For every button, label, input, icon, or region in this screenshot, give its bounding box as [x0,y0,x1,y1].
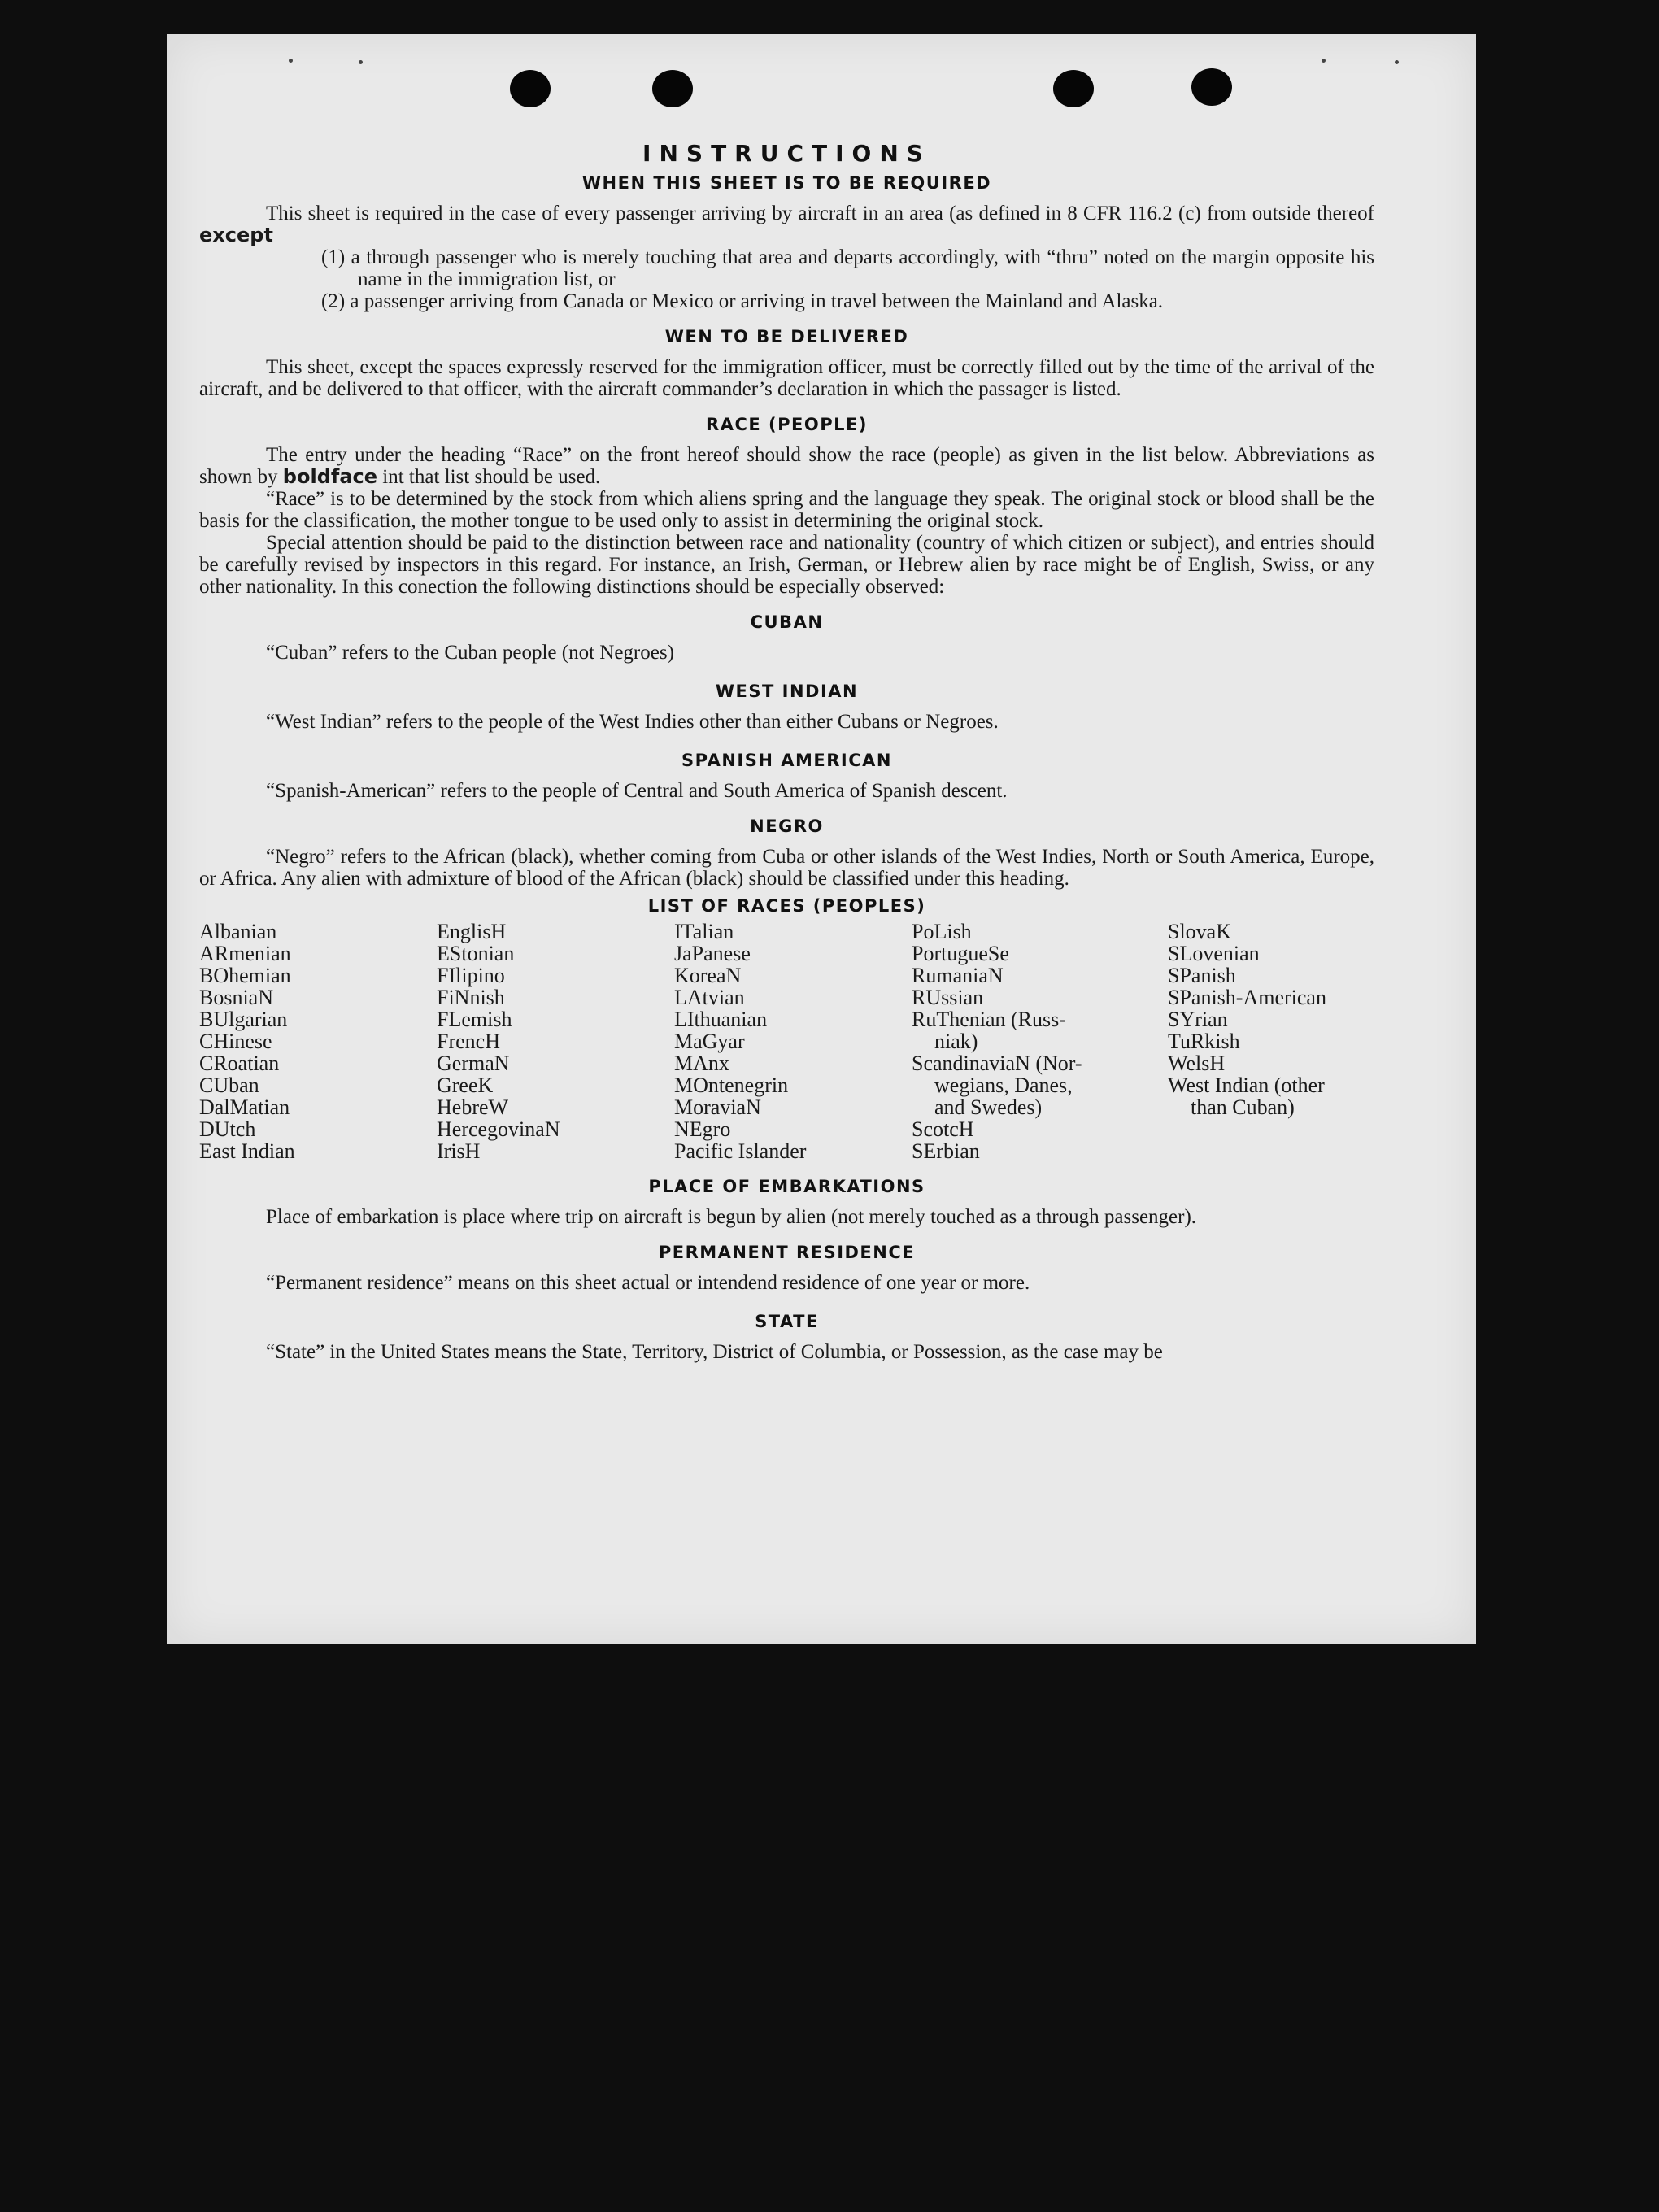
list-item: BOhemian [199,964,291,987]
paragraph-state: “State” in the United States means the State, Territory, District of Columbia, or Possession, as the case may be [266,1341,1163,1363]
list-item: EStonian [437,942,515,965]
list-item: ScandinaviaN (Nor- [912,1052,1082,1075]
keyword-except: except [199,224,273,246]
page-title: INSTRUCTIONS [642,140,931,167]
list-item: ITalian [674,920,734,943]
paragraph-when-required [199,202,1374,246]
list-item: SLovenian [1168,942,1260,965]
paragraph-race-1 [199,444,1374,488]
keyword-boldface: boldface [282,465,378,488]
list-item: WelsH [1168,1052,1226,1075]
punch-hole [510,70,551,107]
list-item: wegians, Danes, [934,1073,1073,1097]
heading-list-of-races: LIST OF RACES (PEOPLES) [647,896,926,916]
heading-west-indian: WEST INDIAN [715,681,859,701]
list-item: FLemish [437,1008,512,1031]
list-item: SlovaK [1168,920,1231,943]
list-item: RumaniaN [912,964,1004,987]
list-item: FiNnish [437,986,505,1009]
speck [1322,59,1326,63]
list-item: HercegovinaN [437,1117,560,1141]
text: The entry under the heading “Race” on the front hereof should show the race (people) as given in the list below. Abbreviations as shown by [199,444,1374,488]
list-item: NEgro [674,1117,731,1141]
list-item: TuRkish [1168,1030,1240,1053]
list-item: MoraviaN [674,1095,761,1119]
list-item: HebreW [437,1095,509,1119]
races-column-1 [199,921,437,1162]
list-item: MOntenegrin [674,1073,789,1097]
list-item: SYrian [1168,1008,1228,1031]
list-item: PortugueSe [912,942,1009,965]
races-column-3 [674,921,912,1162]
races-column-4 [912,921,1168,1162]
heading-permanent-residence: PERMANENT RESIDENCE [658,1243,916,1262]
paragraph-negro: “Negro” refers to the African (black), whether coming from Cuba or other islands of the West Indies, North or South America, Europe, or Africa. Any alien with admixture of blood of the African (black) should be classified under this heading. [199,846,1374,890]
list-item: CRoatian [199,1052,280,1075]
instructions-body [199,140,1374,1363]
list-item: West Indian (other [1168,1073,1325,1097]
list-item: PoLish [912,920,972,943]
list-item: BUlgarian [199,1008,288,1031]
heading-race: RACE (PEOPLE) [706,415,868,434]
paragraph-when-delivered: This sheet, except the spaces expressly reserved for the immigration officer, must be correctly filled out by the time of the arrival of the aircraft, and be delivered to that officer, with the aircraft commander’s declaration in which the passager is listed. [199,356,1374,400]
list-item: RUssian [912,986,984,1009]
list-item: GreeK [437,1073,494,1097]
speck [1395,60,1399,64]
list-item: LAtvian [674,986,745,1009]
list-item: CHinese [199,1030,272,1053]
list-item: SPanish-American [1168,986,1326,1009]
heading-when-required: WHEN THIS SHEET IS TO BE REQUIRED [581,173,992,193]
list-item: Pacific Islander [674,1139,807,1163]
list-item: GermaN [437,1052,510,1075]
heading-when-delivered: WEN TO BE DELIVERED [664,327,909,346]
list-item: EnglisH [437,920,507,943]
punch-hole [652,70,693,107]
text: int that list should be used. [382,466,601,488]
speck [359,60,363,64]
heading-negro: NEGRO [750,816,824,836]
list-item: MaGyar [674,1030,745,1053]
list-item: ARmenian [199,942,291,965]
list-item: SErbian [912,1139,980,1163]
heading-state: STATE [755,1312,819,1331]
list-item: LIthuanian [674,1008,768,1031]
list-item: ScotcH [912,1117,974,1141]
paragraph-cuban: “Cuban” refers to the Cuban people (not Negroes) [266,642,674,664]
list-item: (1) a through passenger who is merely touching that area and departs accordingly, with “thru” noted on the margin opposite his name in the immigration list, or [321,246,1374,290]
list-item: Albanian [199,920,277,943]
list-item: FrencH [437,1030,500,1053]
list-item: RuThenian (Russ- [912,1008,1066,1031]
list-item: IrisH [437,1139,481,1163]
list-item: FIlipino [437,964,505,987]
list-item: than Cuban) [1191,1095,1295,1119]
list-item: MAnx [674,1052,729,1075]
races-list [199,921,1374,1162]
paragraph-spanish-american: “Spanish-American” refers to the people of Central and South America of Spanish descent. [266,780,1008,802]
punch-hole [1053,70,1094,107]
heading-cuban: CUBAN [750,612,824,632]
text: This sheet is required in the case of every passenger arriving by aircraft in an area (as defined in 8 CFR 116.2 (c) from outside thereof [266,202,1374,224]
list-item: JaPanese [674,942,751,965]
races-column-2 [437,921,674,1162]
heading-embarkation: PLACE OF EMBARKATIONS [648,1177,925,1196]
paragraph-race-3: Special attention should be paid to the distinction between race and nationality (country of which citizen or subject), and entries should be carefully revised by inspectors in this regard. For instance, an Irish, German, or Hebrew alien by race might be of English, Swiss, or any other nationality. In this conection the following distinctions should be especially observed: [199,532,1374,598]
list-item: niak) [934,1030,978,1053]
paragraph-embarkation: Place of embarkation is place where trip on aircraft is begun by alien (not merely touched as a through passenger). [266,1206,1197,1228]
document-page [167,34,1476,1644]
list-item: and Swedes) [934,1095,1043,1119]
paragraph-race-2: “Race” is to be determined by the stock from which aliens spring and the language they speak. The original stock or blood shall be the basis for the classification, the mother tongue to be used only to assist in determining the original stock. [199,488,1374,532]
paragraph-permanent-residence: “Permanent residence” means on this sheet actual or intendend residence of one year or more. [266,1272,1030,1294]
speck [289,59,293,63]
list-item: (2) a passenger arriving from Canada or Mexico or arriving in travel between the Mainland and Alaska. [321,290,1164,312]
heading-spanish-american: SPANISH AMERICAN [681,751,892,770]
list-item: BosniaN [199,986,273,1009]
list-item: DalMatian [199,1095,290,1119]
races-column-5 [1168,921,1374,1162]
list-item: CUban [199,1073,259,1097]
paragraph-west-indian: “West Indian” refers to the people of the West Indies other than either Cubans or Negroes. [266,711,999,733]
list-item: East Indian [199,1139,295,1163]
punch-hole [1191,68,1232,106]
list-item: SPanish [1168,964,1236,987]
list-item: KoreaN [674,964,742,987]
list-item: DUtch [199,1117,256,1141]
